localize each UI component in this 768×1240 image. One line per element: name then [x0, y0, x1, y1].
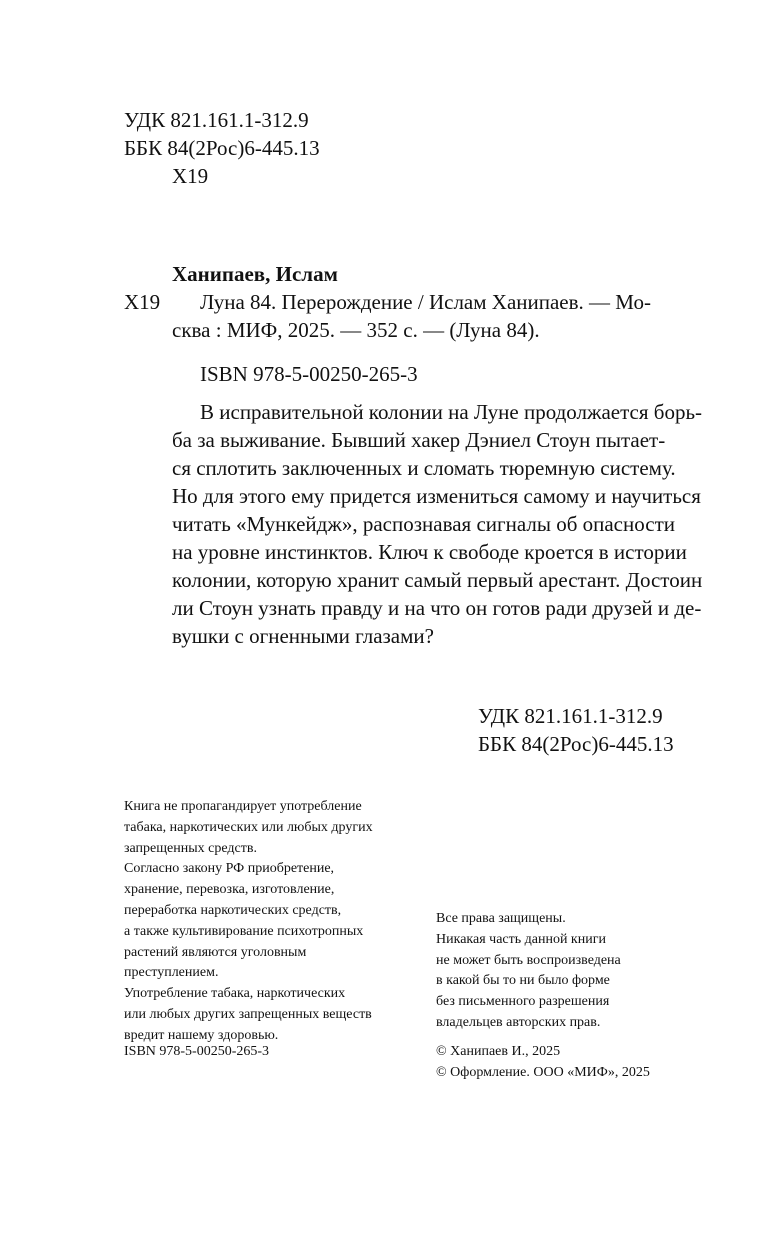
copyright-line: © Ханипаев И., 2025: [436, 1044, 561, 1059]
warning-line: растений являются уголовным: [124, 944, 307, 960]
rights-line: не может быть воспроизведена: [436, 952, 621, 968]
card-description-line-1: Луна 84. Перерождение / Ислам Ханипаев. — Мо-: [200, 290, 651, 314]
bottom-isbn: ISBN 978-5-00250-265-3: [124, 1044, 270, 1059]
card-description-line-2: сква : МИФ, 2025. — 352 с. — (Луна 84).: [172, 318, 540, 342]
annotation: [172, 398, 703, 650]
annotation-line: вушки с огненными глазами?: [172, 624, 434, 648]
card-author-mark: Х19: [124, 290, 161, 314]
author-heading: Ханипаев, Ислам: [172, 262, 338, 286]
annotation-line: ли Стоун узнать правду и на что он готов ради друзей и де-: [172, 596, 702, 620]
card-isbn: ISBN 978-5-00250-265-3: [200, 362, 418, 386]
warning-line: или любых других запрещенных веществ: [124, 1006, 372, 1022]
rights-line: владельцев авторских прав.: [436, 1014, 601, 1030]
warning-line: табака, наркотических или любых других: [124, 819, 373, 835]
warning-line: преступлением.: [124, 965, 219, 981]
rights-notice: [436, 909, 621, 1034]
rights-line: Никакая часть данной книги: [436, 931, 606, 947]
annotation-line: ся сплотить заключенных и сломать тюремную систему.: [172, 456, 676, 480]
copyright: [436, 1042, 650, 1084]
warning-line: вредит нашему здоровью.: [124, 1027, 279, 1043]
warning-line: переработка наркотических средств,: [124, 902, 342, 918]
warning-line: Согласно закону РФ приобретение,: [124, 861, 335, 877]
annotation-line: В исправительной колонии на Луне продолжается борь-: [200, 400, 703, 424]
legal-warning: [124, 797, 373, 1047]
warning-line: Книга не пропагандирует употребление: [124, 799, 362, 814]
annotation-line: Но для этого ему придется измениться самому и научиться: [172, 484, 701, 508]
annotation-line: колонии, которую хранит самый первый арестант. Достоин: [172, 568, 703, 592]
rights-line: Все права защищены.: [436, 911, 566, 926]
author-mark: Х19: [172, 164, 209, 188]
bbk-code: ББК 84(2Рос)6-445.13: [124, 136, 320, 160]
rights-line: без письменного разрешения: [436, 994, 610, 1010]
warning-line: а также культивирование психотропных: [124, 923, 364, 939]
rights-line: в какой бы то ни было форме: [436, 973, 610, 989]
udk-code: УДК 821.161.1-312.9: [124, 108, 309, 132]
warning-line: запрещенных средств.: [124, 840, 257, 856]
udk-code-bottom: УДК 821.161.1-312.9: [478, 704, 663, 728]
copyright-line: © Оформление. ООО «МИФ», 2025: [436, 1064, 650, 1080]
annotation-line: читать «Мункейдж», распознавая сигналы об опасности: [172, 512, 676, 536]
warning-line: хранение, перевозка, изготовление,: [124, 882, 335, 898]
bbk-code-bottom: ББК 84(2Рос)6-445.13: [478, 732, 674, 756]
annotation-line: на уровне инстинктов. Ключ к свободе кроется в истории: [172, 540, 687, 564]
annotation-line: ба за выживание. Бывший хакер Дэниел Стоун пытает-: [172, 428, 666, 452]
warning-line: Употребление табака, наркотических: [124, 986, 346, 1002]
